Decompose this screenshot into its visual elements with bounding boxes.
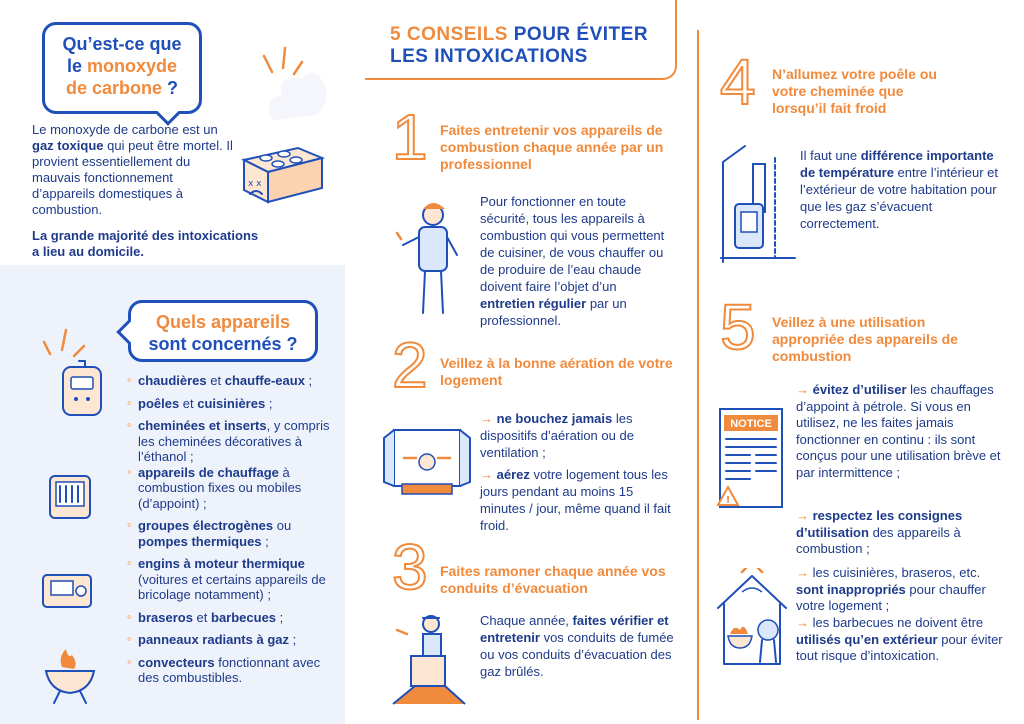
list-item: ◦ engins à moteur thermique (voitures et certains appareils de bricolage notamment) ; (128, 556, 333, 603)
tip5-title: Veillez à une utilisation appropriée des appareils de combustion (772, 314, 958, 364)
tip3-number: 3 (392, 531, 428, 603)
bubble1-line1: Qu’est-ce que (62, 34, 182, 54)
bubble1-line3b: ? (162, 78, 179, 98)
intro-text: Le monoxyde de carbone est un gaz toxique qui peut être mortel. Il provient essentiellement du mauvais fonctionnement d’appareils domestiques à combustion. (32, 122, 233, 217)
tip3-body: Chaque année, faites vérifier et entretenir vos conduits de fumée ou vos conduits d’évacuation des gaz brûlés. (480, 613, 674, 679)
smoke-decoration (262, 60, 332, 130)
device-list (128, 373, 333, 693)
list-item: ◦ panneaux radiants à gaz ; (128, 632, 333, 648)
list-item: ◦ groupes électrogènes ou pompes thermiques ; (128, 518, 333, 549)
open-window-icon (382, 422, 472, 502)
boiler-icon (55, 355, 110, 420)
tip5-number: 5 (720, 291, 756, 363)
house-barbecue-icon (712, 568, 792, 668)
svg-text:x x: x x (248, 179, 262, 189)
column-divider (697, 30, 699, 720)
tip5-bullet3: → les cuisinières, braseros, etc. sont inappropriés pour chauffer votre logement ; (796, 565, 986, 613)
technician-icon (395, 195, 470, 325)
header-part1: 5 CONSEILS (390, 24, 508, 45)
tip3-title: Faites ramoner chaque année vos conduits d’évacuation (440, 563, 666, 596)
tips-header (365, 0, 677, 80)
stove-pipe-icon (715, 142, 800, 267)
tip4-number: 4 (720, 46, 756, 118)
brazier-icon (38, 645, 103, 705)
tip1-title: Faites entretenir vos appareils de combustion chaque année par un professionnel (440, 122, 664, 172)
tip2-title: Veillez à la bonne aération de votre logement (440, 355, 673, 388)
bubble2-line1: Quels appareils (155, 312, 291, 332)
tip2-bullet1: → ne bouchez jamais les dispositifs d’aération ou de ventilation ; (480, 411, 634, 460)
tip4-title: N’allumez votre poêle ou votre cheminée que lorsqu’il fait froid (772, 66, 937, 116)
list-item: ◦ appareils de chauffage à combustion fixes ou mobiles (d’appoint) ; (128, 465, 333, 512)
tip2-number: 2 (392, 329, 428, 401)
list-item: ◦ poêles et cuisinières ; (128, 396, 333, 412)
intro-strong-text: La grande majorité des intoxications a lieu au domicile. (32, 228, 259, 259)
bubble1-line3a: de carbone (65, 78, 163, 98)
what-is-co-bubble (42, 22, 202, 114)
header-line2: LES INTOXICATIONS (390, 46, 588, 67)
heater-icon (40, 468, 100, 526)
notice-document-icon (712, 405, 792, 515)
header-part2: POUR ÉVITER (507, 24, 649, 45)
tip5-bullet2: → respectez les consignes d’utilisation des appareils à combustion ; (796, 508, 963, 556)
stove-icon (238, 130, 328, 205)
notice-label: NOTICE (730, 418, 772, 430)
generator-icon (35, 565, 100, 615)
tip2-bullet2: → aérez votre logement tous les jours pendant au moins 15 minutes / jour, même quand il fait froid. (480, 467, 671, 533)
which-devices-bubble (128, 300, 318, 362)
tip4-body: Il faut une différence importante de température entre l’intérieur et l’extérieur de votre habitation pour que les gaz s’évacuent correctement. (800, 148, 998, 231)
tip1-body: Pour fonctionner en toute sécurité, tous les appareils à combustion qui vous permettent de cuisiner, de vous chauffer ou de produire de l’eau chaude doivent faire l’objet d’un entretien régulier par un professionnel. (480, 194, 665, 328)
tip1-number: 1 (392, 101, 428, 173)
bubble2-line2: sont concernés ? (148, 334, 298, 354)
list-item: ◦ chaudières et chauffe-eaux ; (128, 373, 333, 389)
chimney-sweep-icon (385, 610, 470, 705)
list-item: ◦ convecteurs fonctionnant avec des combustibles. (128, 655, 333, 686)
list-item: ◦ cheminées et inserts, y compris les cheminées décoratives à l’éthanol ; (128, 418, 333, 465)
bubble1-line2a: le (66, 56, 87, 76)
tip5-bullet4: → les barbecues ne doivent être utilisés qu’en extérieur pour éviter tout risque d’intoxication. (796, 615, 1003, 663)
list-item: ◦ braseros et barbecues ; (128, 610, 333, 626)
bubble1-line2b: monoxyde (86, 56, 178, 76)
tip5-bullet1: → évitez d’utiliser les chauffages d’appoint à pétrole. Si vous en utilisez, ne les faites jamais fonctionner en continu : ils sont conçus pour une utilisation brève et par intermittence ; (796, 382, 1001, 480)
svg-text:!: ! (725, 495, 731, 506)
